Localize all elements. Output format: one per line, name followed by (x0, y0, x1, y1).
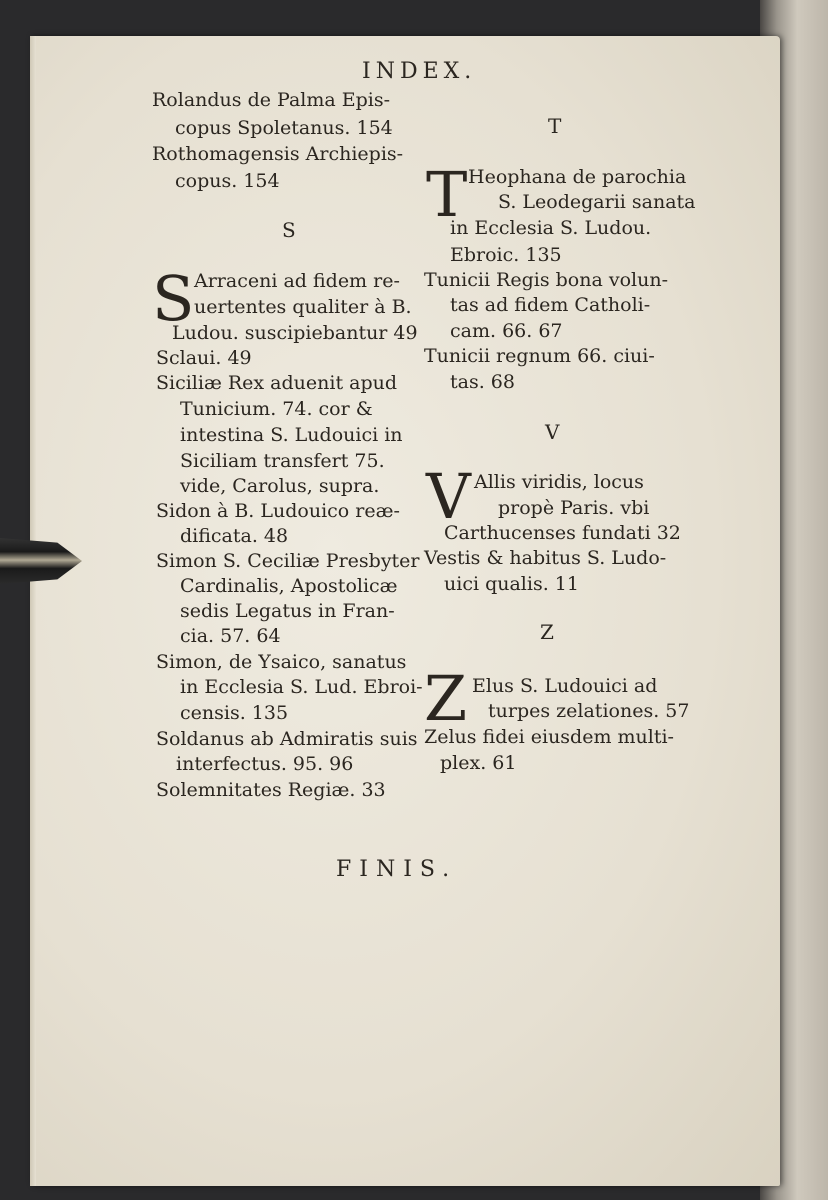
index-line: in Ecclesia S. Lud. Ebroi- (180, 676, 423, 698)
index-line: vide, Carolus, supra. (180, 475, 380, 497)
index-line: Tunicium. 74. cor & (180, 398, 373, 420)
index-line: Tunicii regnum 66. ciui- (424, 345, 655, 367)
page-header: INDEX. (362, 59, 477, 84)
finis-footer: FINIS. (336, 857, 458, 882)
index-line: tas. 68 (450, 371, 515, 393)
index-line: censis. 135 (180, 702, 289, 724)
index-line: copus Spoletanus. 154 (175, 117, 393, 139)
dropcap-t: T (426, 158, 468, 231)
index-line: Sclaui. 49 (156, 347, 252, 369)
index-line: cam. 66. 67 (450, 320, 563, 342)
index-line: Sidon à B. Ludouico reæ- (156, 500, 400, 522)
index-line: Carthucenses fundati 32 (444, 522, 681, 544)
index-line: Siciliam transfert 75. (180, 450, 385, 472)
index-line: cia. 57. 64 (180, 625, 281, 647)
index-line: propè Paris. vbi (498, 497, 650, 519)
index-line: Heophana de parochia (468, 166, 687, 188)
index-line: Rothomagensis Archiepis- (152, 143, 404, 165)
section-heading-v: V (545, 420, 560, 444)
index-line: Rolandus de Palma Epis- (152, 89, 391, 111)
index-line: Ludou. suscipiebantur 49 (172, 322, 418, 344)
index-line: in Ecclesia S. Ludou. (450, 217, 652, 239)
index-line: Cardinalis, Apostolicæ (180, 575, 398, 597)
dropcap-v: V (426, 460, 471, 533)
index-line: sedis Legatus in Fran- (180, 600, 395, 622)
index-line: interfectus. 95. 96 (176, 753, 354, 775)
index-line: S. Leodegarii sanata (498, 191, 696, 213)
section-heading-s: S (282, 218, 296, 242)
index-line: Vestis & habitus S. Ludo- (424, 547, 667, 569)
index-line: Allis viridis, locus (474, 471, 644, 493)
index-line: tas ad fidem Catholi- (450, 294, 651, 316)
page-gutter (30, 36, 36, 1186)
section-heading-z: Z (540, 620, 554, 644)
index-line: Soldanus ab Admiratis suis (156, 728, 418, 750)
index-line: Solemnitates Regiæ. 33 (156, 779, 386, 801)
index-line: Elus S. Ludouici ad (472, 675, 658, 697)
index-line: Arraceni ad fidem re- (194, 270, 400, 292)
dropcap-s: S (152, 262, 195, 335)
index-line: uici qualis. 11 (444, 573, 579, 595)
index-line: dificata. 48 (180, 525, 289, 547)
index-line: Tunicii Regis bona volun- (424, 269, 668, 291)
index-line: turpes zelationes. 57 (488, 700, 690, 722)
section-heading-t: T (548, 114, 562, 138)
index-line: intestina S. Ludouici in (180, 424, 403, 446)
index-line: plex. 61 (440, 752, 517, 774)
index-line: Simon S. Ceciliæ Presbyter (156, 550, 420, 572)
index-line: uertentes qualiter à B. (194, 296, 412, 318)
dropcap-z: Z (424, 662, 468, 735)
index-line: copus. 154 (175, 170, 280, 192)
index-line: Simon, de Ysaico, sanatus (156, 651, 407, 673)
index-line: Ebroic. 135 (450, 244, 562, 266)
index-line: Siciliæ Rex aduenit apud (156, 372, 398, 394)
index-line: Zelus fidei eiusdem multi- (424, 726, 674, 748)
